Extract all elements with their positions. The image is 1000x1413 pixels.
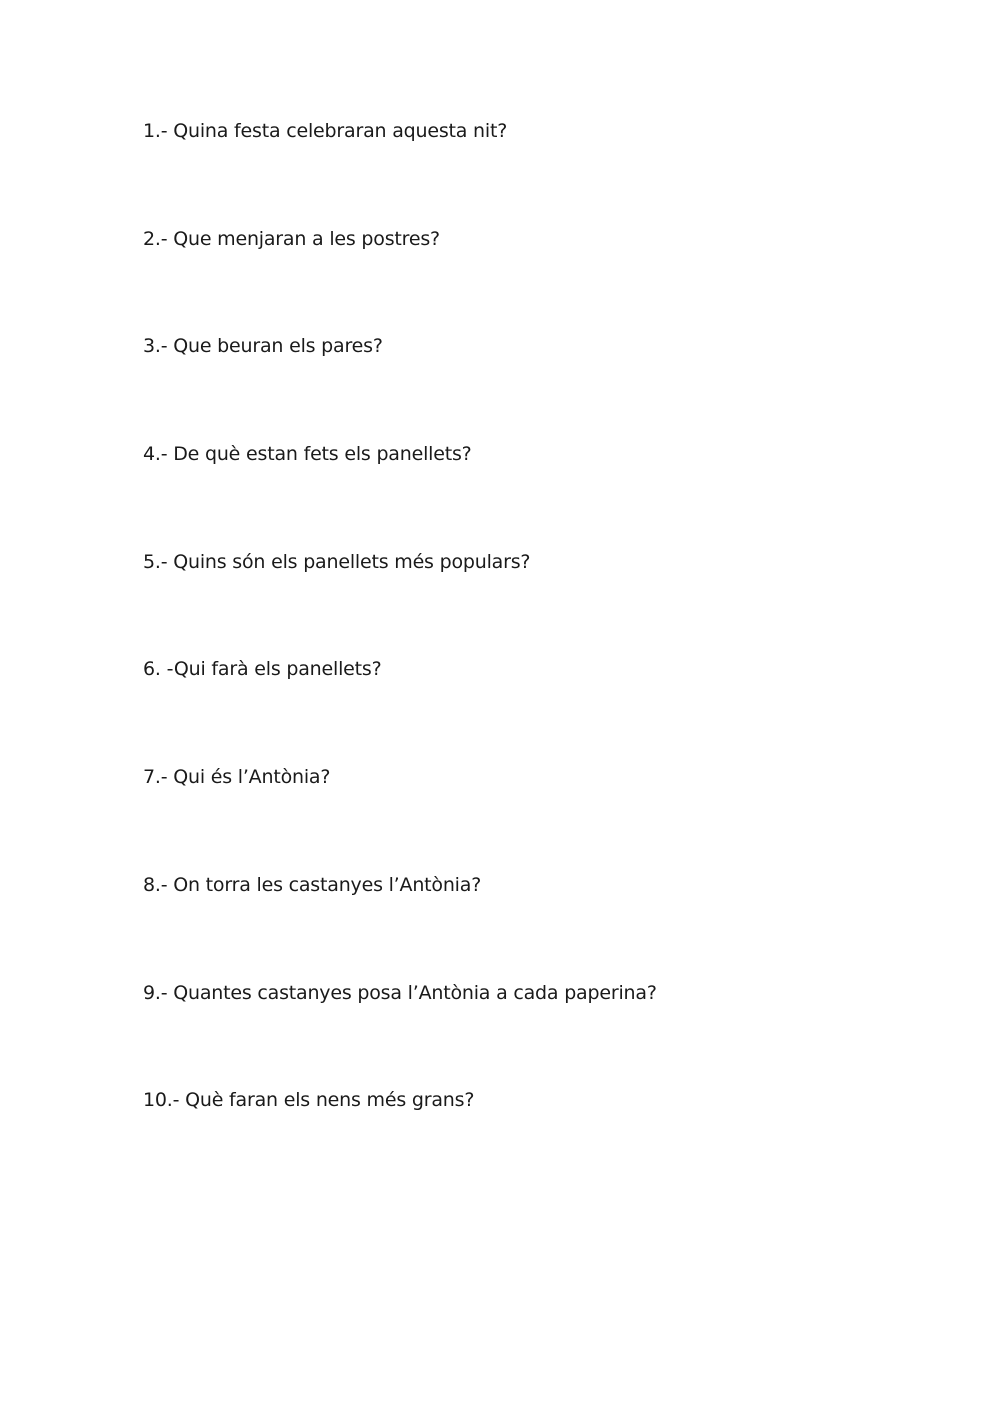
question-7: 7.- Qui és l’Antònia? [143,766,331,789]
question-4: 4.- De què estan fets els panellets? [143,443,472,466]
question-9: 9.- Quantes castanyes posa l’Antònia a cada paperina? [143,981,657,1004]
question-3: 3.- Que beuran els pares? [143,335,383,358]
question-10: 10.- Què faran els nens més grans? [143,1089,475,1112]
question-list [143,116,657,1193]
question-6: 6. -Qui farà els panellets? [143,658,382,681]
question-2: 2.- Que menjaran a les postres? [143,227,440,250]
question-5: 5.- Quins són els panellets més populars? [143,550,531,573]
question-1: 1.- Quina festa celebraran aquesta nit? [143,120,508,142]
question-8: 8.- On torra les castanyes l’Antònia? [143,873,482,896]
